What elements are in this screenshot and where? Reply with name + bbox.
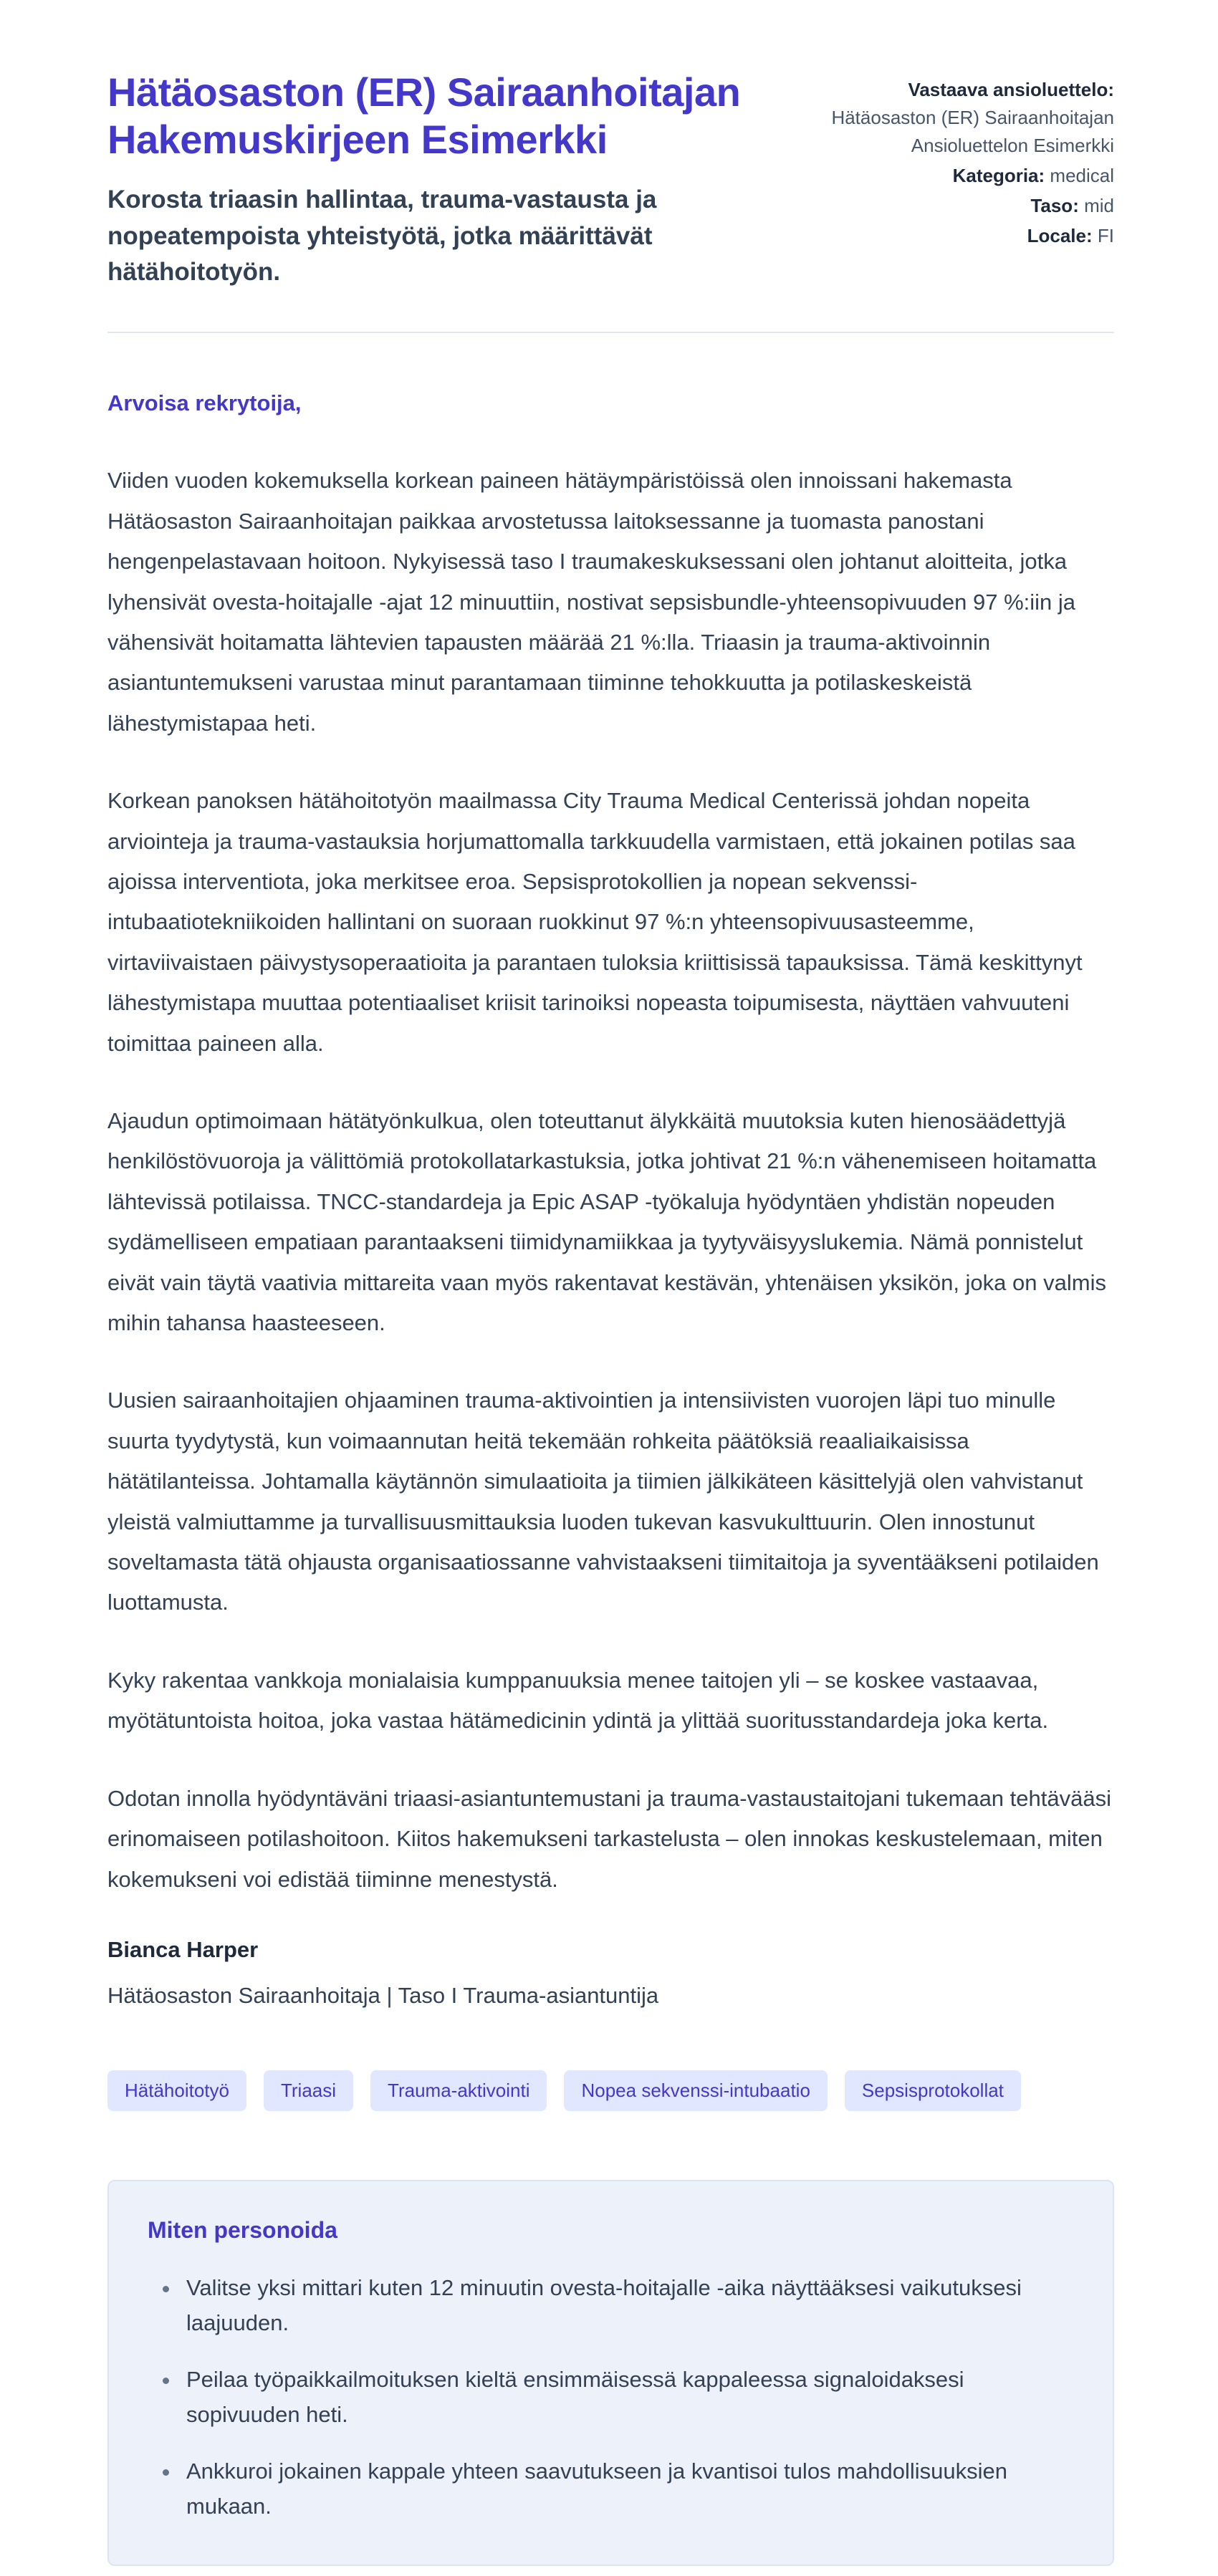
meta-value: mid: [1084, 195, 1114, 216]
page-subtitle: Korosta triaasin hallintaa, trauma-vastausta ja nopeatempoista yhteistyötä, jotka määrittävät hätähoitotyön.: [107, 186, 657, 286]
page-title: Hätäosaston (ER) Sairaanhoitajan Hakemuskirjeen Esimerkki: [107, 69, 741, 163]
tag-list: [107, 2070, 1114, 2111]
header-divider: [107, 332, 1114, 333]
meta-block: [805, 69, 1114, 252]
tips-title: Miten personoida: [148, 2216, 337, 2243]
tip-item: • Valitse yksi mittari kuten 12 minuutin ovesta-hoitajalle -aika näyttääksesi vaikutuksesi laajuuden.: [181, 2271, 1074, 2341]
letter-paragraph: Viiden vuoden kokemuksella korkean paineen hätäympäristöissä olen innoissani hakemasta Hätäosaston Sairaanhoitajan paikkaa arvostetussa laitoksessanne ja tuomasta panostani hengenpelastavaan hoitoon. Nykyisessä taso I traumakeskuksessani olen johtanut aloitteita, jotka lyhensivät ovesta-hoitajalle -ajat 12 minuuttiin, nostivat sepsisbundle-yhteensopivuuden 97 %:iin ja vähensivät hoitamatta lähtevien tapausten määrää 21 %:lla. Triaasin ja trauma-aktivoinnin asiantuntemukseni varustaa minut parantamaan tiiminne tehokkuutta ja potilaskeskeistä lähestymistapaa heti.: [107, 468, 1076, 736]
personalization-tips-box: [107, 2180, 1114, 2566]
meta-item-category: [805, 162, 1114, 190]
meta-item-matching-resume: [805, 76, 1114, 160]
meta-label: Kategoria:: [952, 165, 1045, 186]
tag-pill[interactable]: Nopea sekvenssi-intubaatio: [564, 2070, 827, 2111]
tips-list: [148, 2271, 1074, 2524]
meta-label: Locale:: [1027, 225, 1093, 246]
letter-paragraph: Korkean panoksen hätähoitotyön maailmassa City Trauma Medical Centerissä johdan nopeita arviointeja ja trauma-vastauksia horjumattomalla tarkkuudella varmistaen, että jokainen potilas saa ajoissa interventiota, joka merkitsee eroa. Sepsisprotokollien ja nopean sekvenssi-intubaatiotekniikoiden hallintani on suoraan ruokkinut 97 %:n yhteensopivuusasteemme, virtaviivaistaen päivystysoperaatioita ja parantaen tuloksia kriittisissä tapauksissa. Tämä keskittynyt lähestymistapa muuttaa potentiaaliset kriisit tarinoiksi nopeasta toipumisesta, näyttäen vahvuuteni toimittaa paineen alla.: [107, 788, 1083, 1056]
meta-value: Hätäosaston (ER) Sairaanhoitajan Ansioluettelon Esimerkki: [831, 107, 1114, 156]
letter-paragraph: Ajaudun optimoimaan hätätyönkulkua, olen toteuttanut älykkäitä muutoksia kuten hienosäädettyjä henkilöstövuoroja ja välittömiä protokollatarkastuksia, jotka johtivat 21 %:n vähenemiseen hoitamatta lähtevissä potilaissa. TNCC-standardeja ja Epic ASAP -työkaluja hyödyntäen yhdistän nopeuden sydämelliseen empatiaan parantaakseni tiimidynamiikkaa ja tyytyväisyyslukemia. Nämä ponnistelut eivät vain täytä vaativia mittareita vaan myös rakentavat kestävän, yhtenäisen yksikön, joka on valmis mihin tahansa haasteeseen.: [107, 1108, 1106, 1336]
letter-paragraph: Uusien sairaanhoitajien ohjaaminen trauma-aktivointien ja intensiivisten vuorojen läpi tuo minulle suurta tyydytystä, kun voimaannutan heitä tekemään rohkeita päätöksiä reaaliaikaisissa hätätilanteissa. Johtamalla käytännön simulaatioita ja tiimien jälkikäteen käsittelyjä olen vahvistanut yleistä valmiuttamme ja turvallisuusmittauksia luoden tukevan kasvukulttuurin. Olen innostunut soveltamasta tätä ohjausta organisaatiossanne vahvistaakseni tiimitaitoja ja syventääkseni potilaiden luottamusta.: [107, 1388, 1099, 1615]
meta-label: Vastaava ansioluettelo:: [908, 79, 1114, 100]
signature-role: Hätäosaston Sairaanhoitaja | Taso I Trauma-asiantuntija: [107, 1982, 659, 2008]
tip-item: • Peilaa työpaikkailmoituksen kieltä ensimmäisessä kappaleessa signaloidaksesi sopivuuden heti.: [181, 2363, 1074, 2433]
letter-greeting: Arvoisa rekrytoija,: [107, 390, 302, 416]
meta-value: FI: [1097, 225, 1114, 246]
letter-paragraph: Odotan innolla hyödyntäväni triaasi-asiantuntemustani ja trauma-vastaustaitojani tukemaan tehtävääsi erinomaiseen potilashoitoon. Kiitos hakemukseni tarkastelusta – olen innokas keskustelemaan, miten kokemukseni voi edistää tiiminne menestystä.: [107, 1785, 1111, 1892]
tag-pill[interactable]: Triaasi: [264, 2070, 353, 2111]
meta-label: Taso:: [1030, 195, 1079, 216]
tag-pill[interactable]: Hätähoitotyö: [107, 2070, 246, 2111]
header-title-block: [107, 69, 769, 290]
page-header: [107, 69, 1114, 290]
tag-pill[interactable]: Trauma-aktivointi: [370, 2070, 547, 2111]
letter-body: [107, 390, 1114, 2009]
tag-pill[interactable]: Sepsisprotokollat: [845, 2070, 1021, 2111]
signature-block: [107, 1937, 1114, 2009]
meta-item-locale: [805, 222, 1114, 250]
meta-value: medical: [1050, 165, 1114, 186]
signature-name: Bianca Harper: [107, 1936, 259, 1962]
tip-item: • Ankkuroi jokainen kappale yhteen saavutukseen ja kvantisoi tulos mahdollisuuksien mukaan.: [181, 2454, 1074, 2524]
letter-paragraph: Kyky rakentaa vankkoja monialaisia kumppanuuksia menee taitojen yli – se koskee vastaavaa, myötätuntoista hoitoa, joka vastaa hätämedicinin ydintä ja ylittää suoritusstandardeja joka kerta.: [107, 1667, 1049, 1734]
meta-item-level: [805, 192, 1114, 220]
